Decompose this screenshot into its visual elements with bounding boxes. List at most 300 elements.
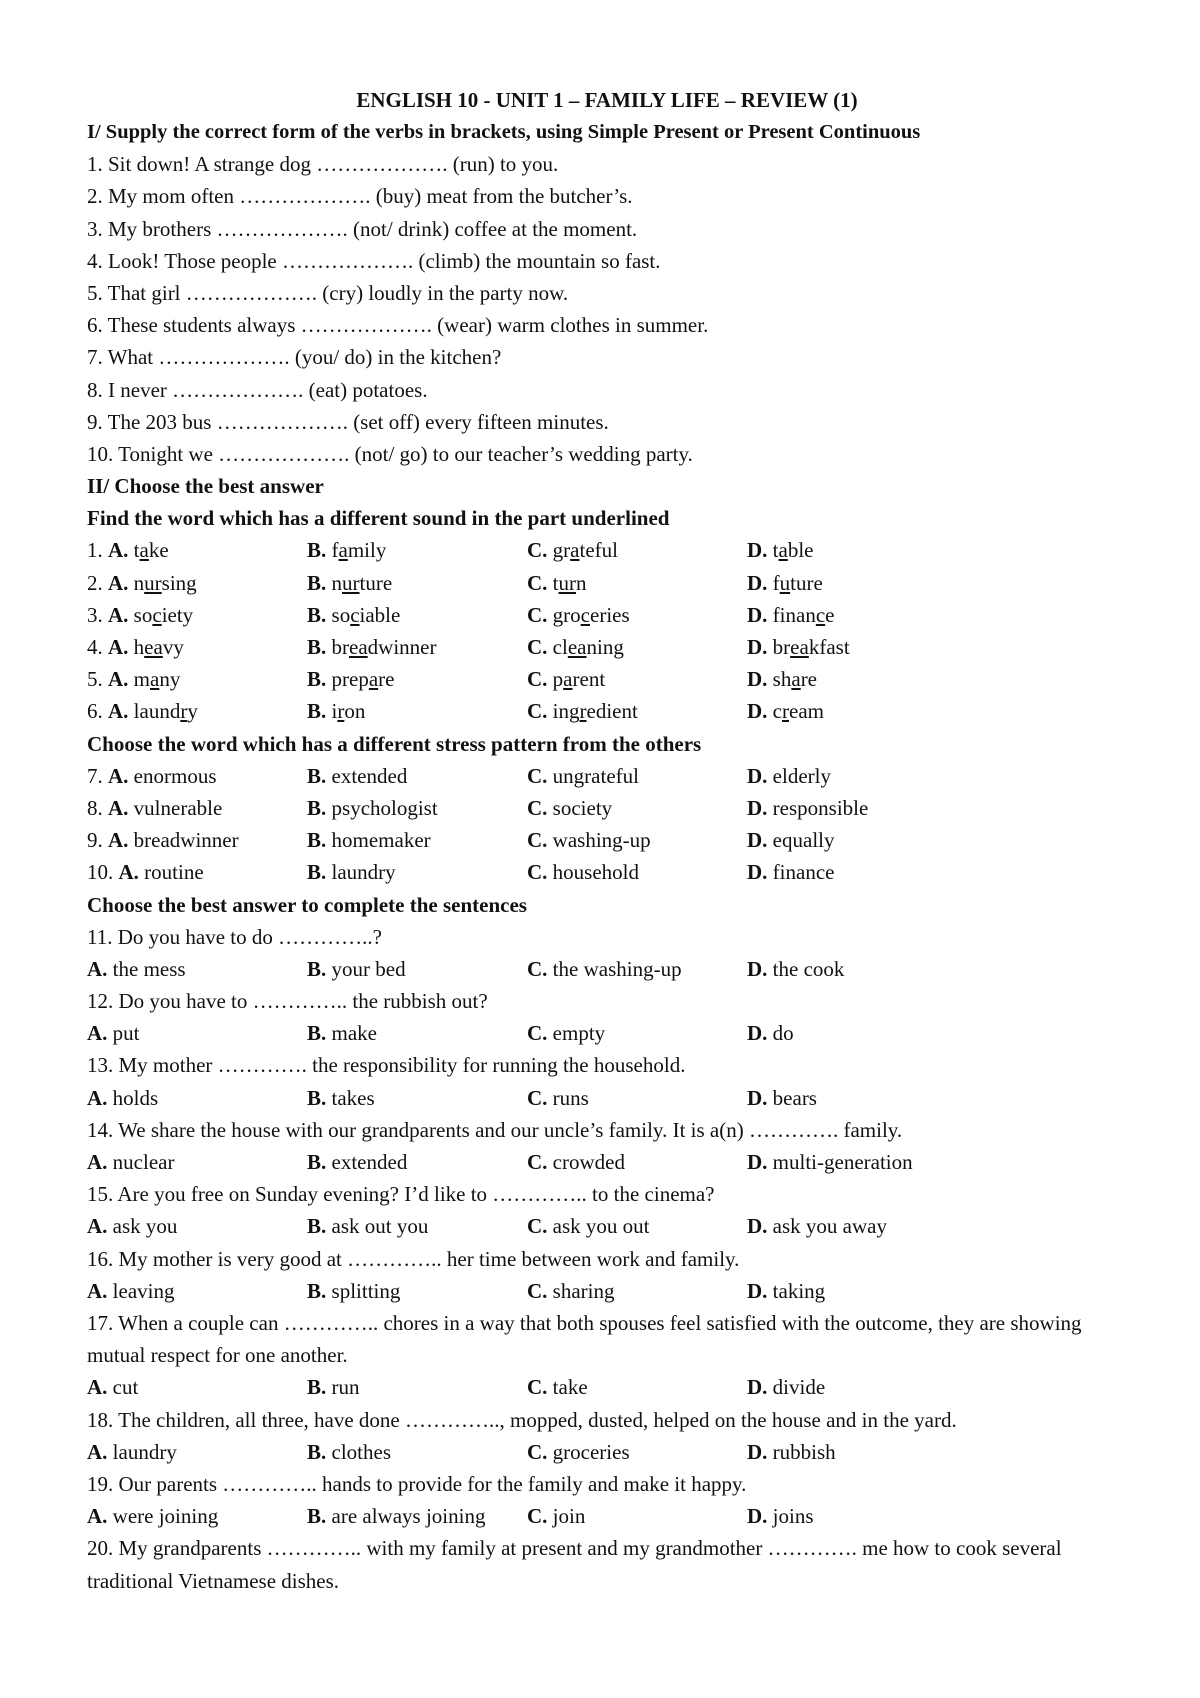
option-letter: B. — [307, 570, 327, 595]
word-part: ture — [790, 570, 823, 595]
option-letter: A. — [87, 1214, 108, 1239]
option-letter: D. — [747, 1375, 768, 1400]
question-number: 10. — [87, 860, 114, 885]
answer-option — [307, 760, 527, 792]
option-letter: D. — [747, 828, 768, 853]
option-text: laundry — [112, 1439, 177, 1464]
option-text: ask you out — [552, 1214, 650, 1239]
word-part: p — [552, 667, 564, 692]
option-letter: B. — [307, 1375, 327, 1400]
answer-option — [747, 1017, 1107, 1049]
option-text: ask you — [112, 1214, 178, 1239]
sound-question-row — [87, 631, 1127, 663]
answer-option — [87, 567, 307, 599]
option-letter: C. — [527, 570, 548, 595]
option-letter: C. — [527, 1278, 548, 1303]
option-letter: D. — [747, 956, 768, 981]
sound-question-row — [87, 599, 1127, 631]
option-text: splitting — [331, 1278, 401, 1303]
option-text: empty — [552, 1021, 606, 1046]
option-text: joins — [772, 1504, 814, 1529]
option-letter: D. — [747, 860, 768, 885]
section2-heading: II/ Choose the best answer — [87, 474, 324, 499]
underlined-part: r — [782, 699, 789, 724]
word-part: t — [133, 538, 140, 563]
word-part: rent — [572, 667, 606, 692]
answer-option — [527, 953, 747, 985]
option-letter: B. — [307, 635, 327, 659]
word-part: so — [331, 602, 351, 627]
answer-option — [87, 1436, 307, 1468]
answer-options-row — [87, 1017, 1127, 1049]
answer-option — [87, 792, 307, 824]
option-letter: A. — [108, 570, 129, 595]
answer-option — [307, 1146, 527, 1178]
answer-option — [307, 695, 527, 727]
word-part: e — [825, 602, 835, 627]
word-part: iable — [359, 602, 401, 627]
verb-question: 1. Sit down! A strange dog ………………. (run) to you. — [87, 152, 559, 177]
answer-option — [527, 1275, 747, 1307]
section1-list — [87, 148, 1127, 470]
underlined-part: ur — [342, 570, 360, 595]
answer-option — [87, 663, 307, 695]
question-number: 5. — [87, 667, 103, 692]
word-part: br — [772, 635, 791, 659]
option-letter: B. — [307, 828, 327, 853]
underlined-part: r — [337, 699, 345, 724]
sentence-question: 18. The children, all three, have done ………….., mopped, dusted, helped on the house and in the yard. — [87, 1407, 957, 1432]
word-part: ble — [787, 538, 814, 563]
option-text: elderly — [772, 763, 831, 788]
answer-option — [87, 1371, 307, 1403]
option-letter: D. — [747, 1504, 768, 1529]
word-part: finan — [772, 602, 816, 627]
option-letter: D. — [747, 1439, 768, 1464]
answer-option — [307, 599, 527, 631]
question-number: 1. — [87, 538, 103, 563]
option-letter: D. — [747, 1021, 768, 1046]
word-part: n — [576, 570, 587, 595]
option-letter: C. — [527, 763, 548, 788]
word-part: re — [378, 667, 395, 692]
underlined-part: ea — [567, 635, 587, 659]
option-text: leaving — [112, 1278, 175, 1303]
option-letter: B. — [307, 763, 327, 788]
option-letter: C. — [527, 1214, 548, 1239]
answer-option — [87, 1210, 307, 1242]
option-letter: A. — [108, 602, 129, 627]
word-part: sh — [772, 667, 792, 692]
option-letter: B. — [307, 1278, 327, 1303]
option-letter: C. — [527, 635, 548, 659]
answer-option — [527, 824, 747, 856]
answer-option — [307, 1017, 527, 1049]
stress-question-row — [87, 824, 1127, 856]
answer-option — [307, 631, 527, 663]
option-letter: D. — [747, 1214, 768, 1239]
option-letter: B. — [307, 667, 327, 692]
option-text: put — [112, 1021, 140, 1046]
sentence-question: 19. Our parents ………….. hands to provide for the family and make it happy. — [87, 1472, 747, 1497]
word-part: laund — [133, 699, 181, 724]
answer-option — [87, 1275, 307, 1307]
option-letter: A. — [108, 667, 129, 692]
option-text: take — [552, 1375, 588, 1400]
answer-option — [527, 1371, 747, 1403]
option-text: run — [331, 1375, 360, 1400]
answer-option — [747, 1436, 1107, 1468]
answer-option — [307, 1082, 527, 1114]
sentence-question: 17. When a couple can ………….. chores in a way that both spouses feel satisfied with the outcome, they are showing mutual respect for one another. — [87, 1311, 1082, 1368]
answer-option — [747, 856, 1107, 888]
answer-option — [527, 1082, 747, 1114]
answer-options-row — [87, 1275, 1127, 1307]
sound-question-row — [87, 695, 1127, 727]
option-letter: B. — [307, 956, 327, 981]
stress-question-row — [87, 856, 1127, 888]
word-part: ke — [148, 538, 169, 563]
word-part: re — [800, 667, 818, 692]
option-letter: B. — [307, 1214, 327, 1239]
option-letter: B. — [307, 1504, 327, 1529]
option-text: psychologist — [331, 795, 438, 820]
option-letter: A. — [87, 1439, 108, 1464]
sentence-question: 16. My mother is very good at ………….. her time between work and family. — [87, 1246, 740, 1271]
underlined-part: a — [368, 667, 379, 692]
answer-option — [747, 792, 1107, 824]
answer-option — [87, 1017, 307, 1049]
question-number: 9. — [87, 828, 103, 853]
option-letter: D. — [747, 795, 768, 820]
answer-option — [87, 1082, 307, 1114]
option-letter: D. — [747, 667, 768, 692]
underlined-part: ea — [790, 635, 809, 659]
answer-options-row — [87, 1146, 1127, 1178]
underlined-part: r — [579, 699, 587, 724]
sound-question-list — [87, 534, 1127, 727]
option-letter: C. — [527, 602, 548, 627]
word-part: eries — [590, 602, 630, 627]
option-letter: B. — [307, 1085, 327, 1110]
answer-option — [527, 663, 747, 695]
option-text: were joining — [112, 1504, 219, 1529]
answer-option — [527, 792, 747, 824]
word-part: mily — [347, 538, 387, 563]
option-text: divide — [772, 1375, 826, 1400]
option-text: breadwinner — [133, 828, 239, 853]
verb-question: 3. My brothers ………………. (not/ drink) coffee at the moment. — [87, 216, 638, 241]
option-letter: D. — [747, 635, 768, 659]
option-letter: A. — [108, 538, 129, 563]
answer-option — [747, 1146, 1107, 1178]
word-part: h — [133, 635, 145, 659]
sound-question-row — [87, 663, 1127, 695]
underlined-part: ur — [558, 570, 577, 595]
option-letter: B. — [307, 1021, 327, 1046]
option-text: groceries — [552, 1439, 630, 1464]
answer-option — [527, 1210, 747, 1242]
option-text: do — [772, 1021, 794, 1046]
answer-option — [87, 824, 307, 856]
option-text: the mess — [112, 956, 186, 981]
verb-question: 9. The 203 bus ………………. (set off) every fifteen minutes. — [87, 409, 609, 434]
option-letter: D. — [747, 1085, 768, 1110]
option-text: equally — [772, 828, 835, 853]
answer-option — [747, 953, 1107, 985]
question-number: 6. — [87, 699, 103, 724]
answer-options-row — [87, 953, 1127, 985]
underlined-part: c — [815, 602, 826, 627]
answer-option — [527, 760, 747, 792]
answer-options-row — [87, 1436, 1127, 1468]
answer-option — [527, 695, 747, 727]
word-part: sing — [161, 570, 197, 595]
option-text: clothes — [331, 1439, 391, 1464]
option-text: your bed — [331, 956, 406, 981]
underlined-part: c — [350, 602, 360, 627]
word-part: c — [772, 699, 782, 724]
answer-option — [747, 760, 1107, 792]
underlined-part: r — [180, 699, 188, 724]
question-number: 8. — [87, 795, 103, 820]
word-part: ing — [552, 699, 580, 724]
stress-question-row — [87, 760, 1127, 792]
verb-question: 4. Look! Those people ………………. (climb) the mountain so fast. — [87, 248, 661, 273]
verb-question: 5. That girl ………………. (cry) loudly in the party now. — [87, 280, 569, 305]
answer-option — [747, 567, 1107, 599]
option-text: the washing-up — [552, 956, 682, 981]
complete-question-list — [87, 921, 1127, 1533]
word-part: ning — [586, 635, 624, 659]
option-text: rubbish — [772, 1439, 836, 1464]
option-letter: C. — [527, 1085, 548, 1110]
option-letter: C. — [527, 667, 548, 692]
option-letter: A. — [108, 635, 129, 659]
option-letter: A. — [118, 860, 139, 885]
word-part: dwinner — [367, 635, 437, 659]
underlined-part: a — [563, 667, 573, 692]
option-text: extended — [331, 763, 408, 788]
question-number: 3. — [87, 602, 103, 627]
word-part: y — [187, 699, 198, 724]
option-text: ungrateful — [552, 763, 639, 788]
sentence-question: 14. We share the house with our grandparents and our uncle’s family. It is a(n) …………. family. — [87, 1117, 903, 1142]
answer-option — [527, 534, 747, 566]
word-part: ny — [159, 667, 181, 692]
option-letter: C. — [527, 956, 548, 981]
answer-option — [87, 631, 307, 663]
verb-question: 10. Tonight we ………………. (not/ go) to our teacher’s wedding party. — [87, 441, 693, 466]
word-part: gr — [552, 538, 571, 563]
stress-heading: Choose the word which has a different stress pattern from the others — [87, 731, 702, 756]
section1-heading: I/ Supply the correct form of the verbs in brackets, using Simple Present or Present Continuous — [87, 121, 921, 143]
option-letter: B. — [307, 860, 327, 885]
stress-question-list — [87, 760, 1127, 889]
option-text: ask out you — [331, 1214, 429, 1239]
answer-options-row — [87, 1082, 1127, 1114]
underlined-part: a — [139, 538, 149, 563]
sound-question-row — [87, 567, 1127, 599]
option-letter: A. — [87, 956, 108, 981]
stress-question-row — [87, 792, 1127, 824]
word-part: iety — [161, 602, 194, 627]
option-text: ask you away — [772, 1214, 887, 1239]
word-part: br — [331, 635, 350, 659]
option-letter: C. — [527, 795, 548, 820]
option-letter: D. — [747, 602, 768, 627]
word-part: n — [133, 570, 145, 595]
worksheet-content — [87, 84, 1127, 1597]
option-text: join — [552, 1504, 586, 1529]
option-letter: A. — [87, 1021, 108, 1046]
verb-question: 8. I never ………………. (eat) potatoes. — [87, 377, 428, 402]
answer-option — [747, 1082, 1107, 1114]
option-text: routine — [144, 860, 204, 885]
underlined-part: a — [150, 667, 160, 692]
underlined-part: a — [338, 538, 348, 563]
answer-option — [307, 567, 527, 599]
underlined-part: a — [791, 667, 801, 692]
answer-option — [307, 953, 527, 985]
word-part: i — [331, 699, 338, 724]
sentence-question: 11. Do you have to do …………..? — [87, 924, 382, 949]
option-letter: A. — [87, 1504, 108, 1529]
word-part: f — [331, 538, 339, 563]
sound-heading: Find the word which has a different sound in the part underlined — [87, 506, 670, 531]
answer-option — [527, 1146, 747, 1178]
option-text: the cook — [772, 956, 845, 981]
option-letter: B. — [307, 1439, 327, 1464]
option-text: cut — [112, 1375, 139, 1400]
underlined-part: u — [779, 570, 791, 595]
answer-option — [307, 663, 527, 695]
option-letter: B. — [307, 1150, 327, 1175]
answer-option — [747, 599, 1107, 631]
option-letter: A. — [108, 795, 129, 820]
answer-option — [527, 567, 747, 599]
answer-option — [307, 1500, 527, 1532]
answer-option — [87, 534, 307, 566]
underlined-part: ea — [144, 635, 163, 659]
answer-option — [307, 534, 527, 566]
option-letter: A. — [87, 1150, 108, 1175]
sentence-question: 13. My mother …………. the responsibility for running the household. — [87, 1053, 686, 1078]
word-part: edient — [586, 699, 638, 724]
answer-option — [747, 824, 1107, 856]
option-letter: D. — [747, 538, 768, 563]
option-letter: B. — [307, 699, 327, 724]
option-letter: B. — [307, 795, 327, 820]
answer-option — [527, 1017, 747, 1049]
question-number: 7. — [87, 763, 103, 788]
word-part: gro — [552, 602, 581, 627]
answer-option — [747, 663, 1107, 695]
answer-option — [87, 599, 307, 631]
answer-option — [747, 1210, 1107, 1242]
sound-question-row — [87, 534, 1127, 566]
sentence-question: 15. Are you free on Sunday evening? I’d like to ………….. to the cinema? — [87, 1182, 715, 1207]
verb-question: 7. What ………………. (you/ do) in the kitchen? — [87, 345, 502, 370]
answer-option — [747, 631, 1107, 663]
option-letter: C. — [527, 860, 548, 885]
option-letter: B. — [307, 602, 327, 627]
answer-option — [307, 1436, 527, 1468]
word-part: cl — [552, 635, 568, 659]
option-letter: D. — [747, 699, 768, 724]
answer-options-row — [87, 1500, 1127, 1532]
option-letter: A. — [87, 1085, 108, 1110]
option-text: vulnerable — [133, 795, 223, 820]
option-letter: A. — [87, 1375, 108, 1400]
option-text: household — [552, 860, 639, 885]
option-letter: A. — [108, 763, 129, 788]
verb-question: 2. My mom often ………………. (buy) meat from the butcher’s. — [87, 184, 633, 209]
option-text: nuclear — [112, 1150, 175, 1175]
answer-option — [527, 1436, 747, 1468]
answer-option — [747, 534, 1107, 566]
word-part: teful — [579, 538, 618, 563]
option-text: taking — [772, 1278, 826, 1303]
option-text: enormous — [133, 763, 217, 788]
answer-options-row — [87, 1371, 1127, 1403]
option-letter: D. — [747, 763, 768, 788]
option-letter: C. — [527, 1150, 548, 1175]
option-letter: D. — [747, 570, 768, 595]
option-letter: A. — [108, 699, 129, 724]
option-letter: B. — [307, 538, 327, 563]
answer-option — [87, 695, 307, 727]
option-text: are always joining — [331, 1504, 486, 1529]
option-text: multi-generation — [772, 1150, 913, 1175]
answer-option — [87, 760, 307, 792]
option-text: takes — [331, 1085, 375, 1110]
word-part: on — [344, 699, 366, 724]
option-text: sharing — [552, 1278, 615, 1303]
answer-option — [527, 631, 747, 663]
option-letter: C. — [527, 1439, 548, 1464]
option-text: crowded — [552, 1150, 625, 1175]
complete-heading: Choose the best answer to complete the sentences — [87, 892, 527, 917]
question-number: 4. — [87, 635, 103, 659]
answer-option — [307, 792, 527, 824]
answer-option — [307, 824, 527, 856]
answer-option — [747, 695, 1107, 727]
word-part: m — [133, 667, 151, 692]
word-part: so — [133, 602, 153, 627]
answer-option — [747, 1275, 1107, 1307]
option-letter: C. — [527, 828, 548, 853]
word-part: kfast — [808, 635, 850, 659]
word-part: prep — [331, 667, 369, 692]
word-part: t — [772, 538, 779, 563]
word-part: n — [331, 570, 343, 595]
answer-option — [87, 856, 307, 888]
option-text: bears — [772, 1085, 817, 1110]
option-letter: D. — [747, 1278, 768, 1303]
word-part: eam — [789, 699, 824, 724]
word-part: ture — [359, 570, 393, 595]
answer-option — [307, 1210, 527, 1242]
underlined-part: c — [152, 602, 162, 627]
option-letter: A. — [87, 1278, 108, 1303]
word-part: t — [552, 570, 559, 595]
answer-option — [307, 1371, 527, 1403]
word-part: f — [772, 570, 780, 595]
question-number: 2. — [87, 570, 103, 595]
option-letter: C. — [527, 1375, 548, 1400]
option-letter: C. — [527, 1504, 548, 1529]
